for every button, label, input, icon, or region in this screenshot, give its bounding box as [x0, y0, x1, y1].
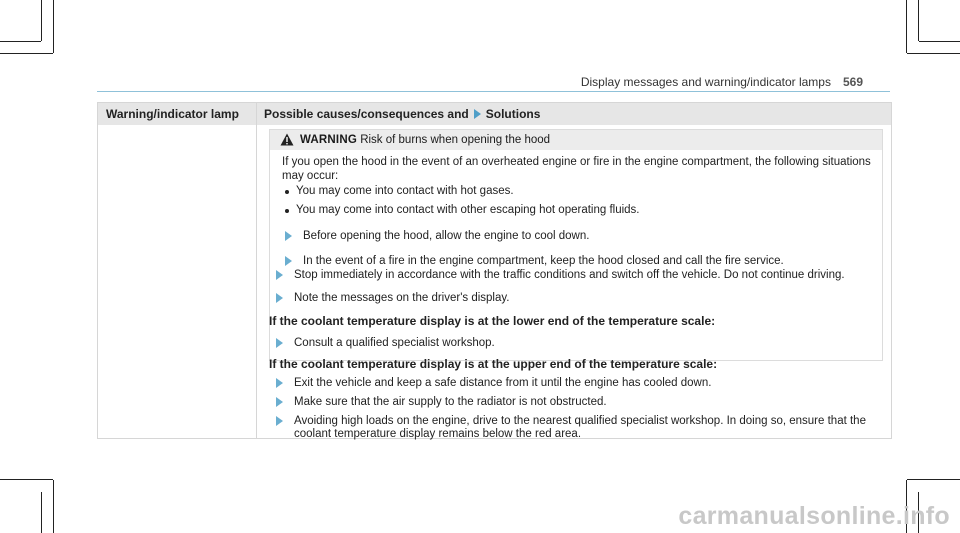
header-solutions-text: Solutions	[485, 107, 541, 121]
crop-mark	[53, 0, 54, 53]
arrow-right-icon	[276, 397, 283, 407]
page-number: 569	[842, 75, 863, 89]
section-heading-upper: If the coolant temperature display is at the upper end of the temperature scale:	[269, 357, 718, 371]
arrow-right-icon	[276, 270, 283, 280]
watermark: carmanualsonline.info	[678, 502, 950, 530]
running-head-title: Display messages and warning/indicator lamps	[580, 75, 831, 89]
arrow-right-icon	[285, 256, 292, 266]
header-causes-text: Possible causes/consequences and	[264, 107, 469, 121]
arrow-right-icon	[276, 338, 283, 348]
running-head	[581, 75, 863, 89]
warning-bullet: You may come into contact with other escaping hot operating fluids.	[296, 204, 640, 216]
column-separator	[256, 103, 257, 438]
warning-bullet: You may come into contact with hot gases.	[296, 185, 514, 197]
arrow-right-icon	[285, 231, 292, 241]
bullet-point	[285, 190, 289, 194]
step-text: Consult a qualified specialist workshop.	[294, 337, 495, 349]
header-rule	[97, 91, 890, 92]
warning-triangle-icon	[280, 133, 294, 146]
arrow-right-icon	[276, 293, 283, 303]
crop-mark	[0, 41, 41, 42]
info-table	[97, 102, 892, 439]
table-header-causes	[264, 107, 540, 121]
crop-mark	[41, 492, 42, 533]
arrow-right-icon	[474, 109, 481, 119]
warning-intro-line2: may occur:	[282, 170, 339, 182]
warning-title-text: Risk of burns when opening the hood	[360, 134, 551, 146]
warning-step: Before opening the hood, allow the engine to cool down.	[303, 230, 590, 242]
arrow-right-icon	[276, 416, 283, 426]
crop-mark	[919, 41, 960, 42]
crop-mark	[907, 53, 960, 54]
crop-mark	[0, 53, 53, 54]
step-text: Note the messages on the driver's display.	[294, 292, 510, 304]
step-text: Stop immediately in accordance with the traffic conditions and switch off the vehicle. Do not continue driving.	[294, 269, 845, 281]
warning-label: WARNING	[300, 134, 357, 146]
crop-mark	[906, 0, 907, 53]
crop-mark	[41, 0, 42, 41]
crop-mark	[918, 0, 919, 41]
section-heading-lower: If the coolant temperature display is at the lower end of the temperature scale:	[269, 314, 716, 328]
crop-mark	[907, 479, 960, 480]
step-text-line1: Avoiding high loads on the engine, drive to the nearest qualified specialist workshop. In doing so, ensure that the	[294, 415, 866, 427]
warning-intro-line1: If you open the hood in the event of an overheated engine or fire in the engine compartment, the following situations	[282, 156, 871, 168]
crop-mark	[53, 480, 54, 533]
table-header-warning-lamp: Warning/indicator lamp	[106, 107, 239, 121]
bullet-point	[285, 209, 289, 213]
crop-mark	[0, 479, 53, 480]
warning-title	[300, 134, 550, 146]
step-text: Make sure that the air supply to the radiator is not obstructed.	[294, 396, 607, 408]
warning-step: In the event of a fire in the engine compartment, keep the hood closed and call the fire service.	[303, 255, 784, 267]
arrow-right-icon	[276, 378, 283, 388]
step-text-line2: coolant temperature display remains below the red area.	[294, 428, 582, 440]
step-text: Exit the vehicle and keep a safe distance from it until the engine has cooled down.	[294, 377, 712, 389]
